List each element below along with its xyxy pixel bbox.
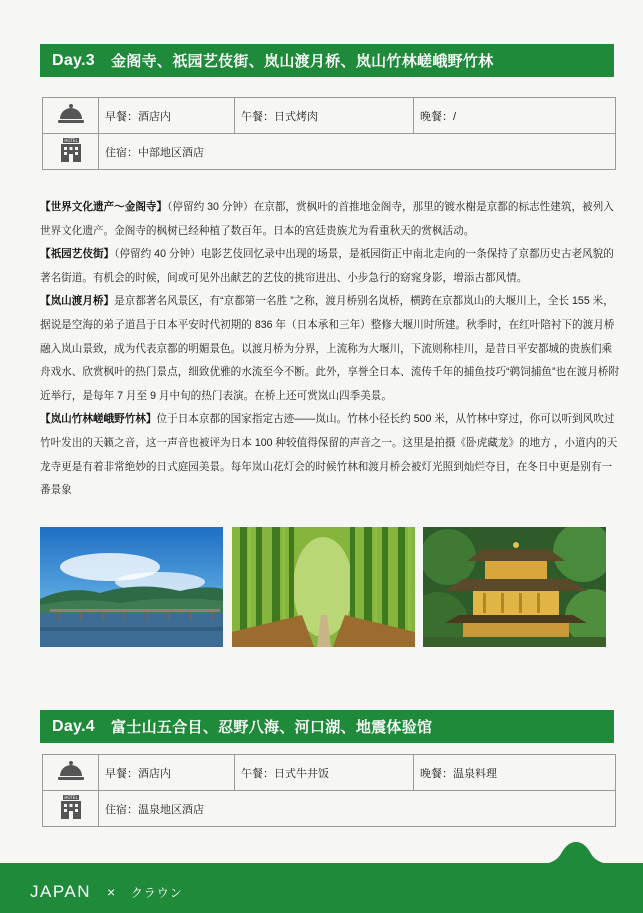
photo-togetsukyo-bridge <box>40 527 223 647</box>
desc-heading-togetsukyo: 【岚山渡月桥】 <box>40 295 115 308</box>
desc-text-kinkakuji: （停留约 30 分钟）在京都，赏枫叶的首推地金阁寺，那里的镀水榭是京都的标志性建筑，被列入世界文化遗产。金阁寺的枫树已经种植了数百年。日本的宫廷贵族尤为看重秋天的赏枫活动。 <box>40 201 614 237</box>
footer-brand <box>30 882 183 902</box>
day4-meal-row <box>43 755 616 791</box>
day3-meal-row <box>43 98 616 134</box>
hotel-icon <box>60 795 82 822</box>
day3-meal-icon-cell <box>43 98 99 134</box>
day4-meal-icon-cell <box>43 755 99 791</box>
day3-lunch: 午餐：日式烤肉 <box>235 98 414 134</box>
footer-separator: × <box>107 884 117 900</box>
desc-text-togetsukyo: 是京都著名风景区，有“京都第一名胜 ”之称，渡月桥别名岚桥，横跨在京都岚山的大堰川上，全长 155 米，据说是空海的弟子道昌于日本平安时代初期的 836 年（日本承和三年）整修大堰川时所建。秋季时，在红叶陪衬下的渡月桥融入岚山景致，成为代表京都的明媚景色。以渡月桥为分界，上流称为大堰川，下流则称桂川，是昔日平安都城的贵族们乘舟戏水、欣赏枫叶的热门景点，细致优雅的水流至今不断。此外，享誉全日本、流传千年的捕鱼技巧“鹈饲捕鱼”也在渡月桥附近举行，是每年 7 月至 9 月中旬的热门表演。在桥上还可赏岚山四季美景。 <box>40 295 620 402</box>
day3-dinner: 晚餐：/ <box>414 98 616 134</box>
desc-heading-gion: 【祇园艺伎街】 <box>40 248 115 261</box>
desc-paragraph-bamboo <box>40 408 620 502</box>
day3-header <box>40 44 614 77</box>
desc-paragraph-kinkakuji <box>40 196 620 243</box>
day3-description <box>40 196 620 503</box>
footer-brand-name: JAPAN <box>30 882 92 901</box>
day4-hotel-icon-cell <box>43 791 99 827</box>
day4-hotel: 住宿：温泉地区酒店 <box>99 791 616 827</box>
day4-number: Day.4 <box>52 717 96 735</box>
day3-hotel: 住宿：中部地区酒店 <box>99 134 616 170</box>
cloche-icon <box>57 760 85 785</box>
photo-strip <box>40 527 606 647</box>
photo-golden-pavilion <box>423 527 606 647</box>
day4-lunch: 午餐：日式牛井饭 <box>235 755 414 791</box>
day4-hotel-row <box>43 791 616 827</box>
desc-paragraph-togetsukyo <box>40 290 620 408</box>
day4-breakfast: 早餐：酒店内 <box>99 755 235 791</box>
day3-number: Day.3 <box>52 51 96 69</box>
day4-dinner: 晚餐：温泉料理 <box>414 755 616 791</box>
day3-meal-table <box>42 97 616 170</box>
day4-meal-table <box>42 754 616 827</box>
svg-text:HOTEL: HOTEL <box>63 138 78 144</box>
photo-bamboo-grove <box>232 527 415 647</box>
desc-text-bamboo: 位于日本京都的国家指定古迹——岚山。竹林小径长约 500 米，从竹林中穿过，你可以听到风吹过竹叶发出的天籁之音，这一声音也被评为日本 100 种较值得保留的声音之一。这里是拍摄《卧虎藏龙》的地方 ，小道内的天龙寺更是有着非常绝妙的日式庭园美景。每年岚山花灯会的时候竹林和渡月桥会被灯光照到灿烂夺目，在冬日中更是别有一番景象 <box>40 413 618 497</box>
footer-subtitle: クラウン <box>130 885 183 900</box>
hotel-icon <box>60 138 82 165</box>
day3-title: 金阁寺、祇园艺伎街、岚山渡月桥、岚山竹林嵯峨野竹林 <box>111 53 494 70</box>
svg-text:HOTEL: HOTEL <box>63 795 78 801</box>
day3-hotel-icon-cell <box>43 134 99 170</box>
desc-heading-bamboo: 【岚山竹林嵯峨野竹林】 <box>40 413 157 426</box>
day3-hotel-row <box>43 134 616 170</box>
day4-header <box>40 710 614 743</box>
desc-text-gion: （停留约 40 分钟）电影艺伎回忆录中出现的场景，是祇园街正中南北走向的一条保持了京都历史古老风貌的著名街道。有机会的时候，间或可见外出献艺的艺伎的挑帘进出、小步急行的窈窕身影，增添古都风情。 <box>40 248 614 284</box>
desc-paragraph-gion <box>40 243 620 290</box>
desc-heading-kinkakuji: 【世界文化遗产～金阁寺】 <box>40 201 168 213</box>
day4-title: 富士山五合目、忍野八海、河口湖、地震体验馆 <box>111 719 433 736</box>
day3-breakfast: 早餐：酒店内 <box>99 98 235 134</box>
cloche-icon <box>57 103 85 128</box>
